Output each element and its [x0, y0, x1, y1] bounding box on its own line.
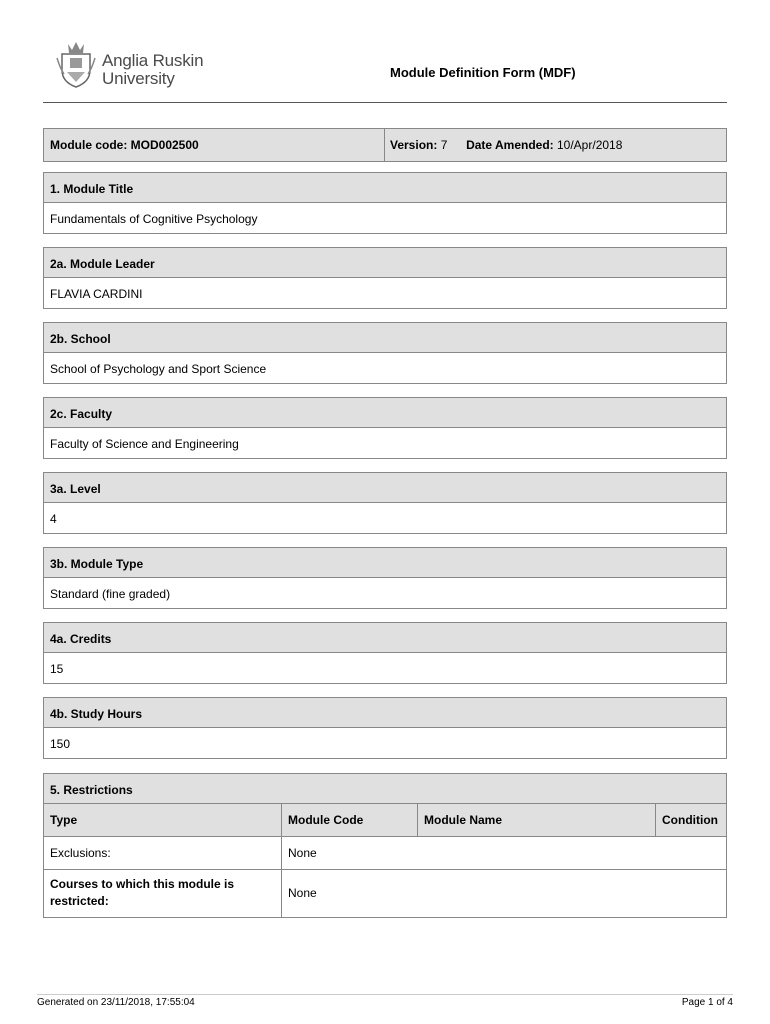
section-heading: 2a. Module Leader — [44, 248, 726, 278]
version-label: Version: — [390, 138, 438, 152]
restrictions-heading: 5. Restrictions — [44, 774, 726, 804]
section-value: 150 — [44, 728, 726, 758]
section-study-hours — [43, 697, 727, 759]
logo-text-line1: Anglia Ruskin — [102, 51, 204, 70]
module-code-box — [43, 128, 727, 162]
date-amended-label: Date Amended: — [466, 138, 554, 152]
version-value: 7 — [440, 138, 448, 152]
table-row — [44, 837, 726, 870]
section-heading: 1. Module Title — [44, 173, 726, 203]
restriction-value: None — [288, 886, 317, 900]
section-module-leader — [43, 247, 727, 309]
footer-divider — [37, 994, 733, 995]
column-header: Module Code — [282, 804, 418, 836]
document-title: Module Definition Form (MDF) — [390, 65, 576, 80]
section-value: FLAVIA CARDINI — [44, 278, 726, 308]
section-module-title — [43, 172, 727, 234]
logo-text-line2: University — [102, 69, 175, 88]
restriction-value: None — [288, 846, 317, 860]
university-logo — [56, 40, 216, 90]
section-module-type — [43, 547, 727, 609]
column-header: Type — [44, 804, 282, 836]
section-value: Standard (fine graded) — [44, 578, 726, 608]
restriction-type: Courses to which this module is restricted: — [44, 870, 282, 917]
section-heading: 2b. School — [44, 323, 726, 353]
table-header-row — [44, 804, 726, 837]
section-credits — [43, 622, 727, 684]
section-heading: 3a. Level — [44, 473, 726, 503]
column-header: Module Name — [418, 804, 656, 836]
table-row — [44, 870, 726, 917]
section-heading: 4a. Credits — [44, 623, 726, 653]
section-heading: 2c. Faculty — [44, 398, 726, 428]
section-heading: 3b. Module Type — [44, 548, 726, 578]
restrictions-table — [43, 773, 727, 918]
section-level — [43, 472, 727, 534]
page-number: Page 1 of 4 — [681, 997, 733, 1008]
crest-icon — [56, 40, 96, 88]
section-heading: 4b. Study Hours — [44, 698, 726, 728]
section-value: Faculty of Science and Engineering — [44, 428, 726, 458]
module-code: Module code: MOD002500 — [44, 129, 385, 161]
version-date — [385, 129, 726, 161]
section-value: 15 — [44, 653, 726, 683]
section-school — [43, 322, 727, 384]
section-faculty — [43, 397, 727, 459]
section-value: Fundamentals of Cognitive Psychology — [44, 203, 726, 233]
section-value: 4 — [44, 503, 726, 533]
header-divider — [43, 102, 727, 103]
generated-timestamp: Generated on 23/11/2018, 17:55:04 — [37, 997, 195, 1008]
section-value: School of Psychology and Sport Science — [44, 353, 726, 383]
restriction-type: Exclusions: — [44, 837, 282, 869]
column-header: Condition — [656, 804, 726, 836]
date-amended-value: 10/Apr/2018 — [557, 138, 623, 152]
